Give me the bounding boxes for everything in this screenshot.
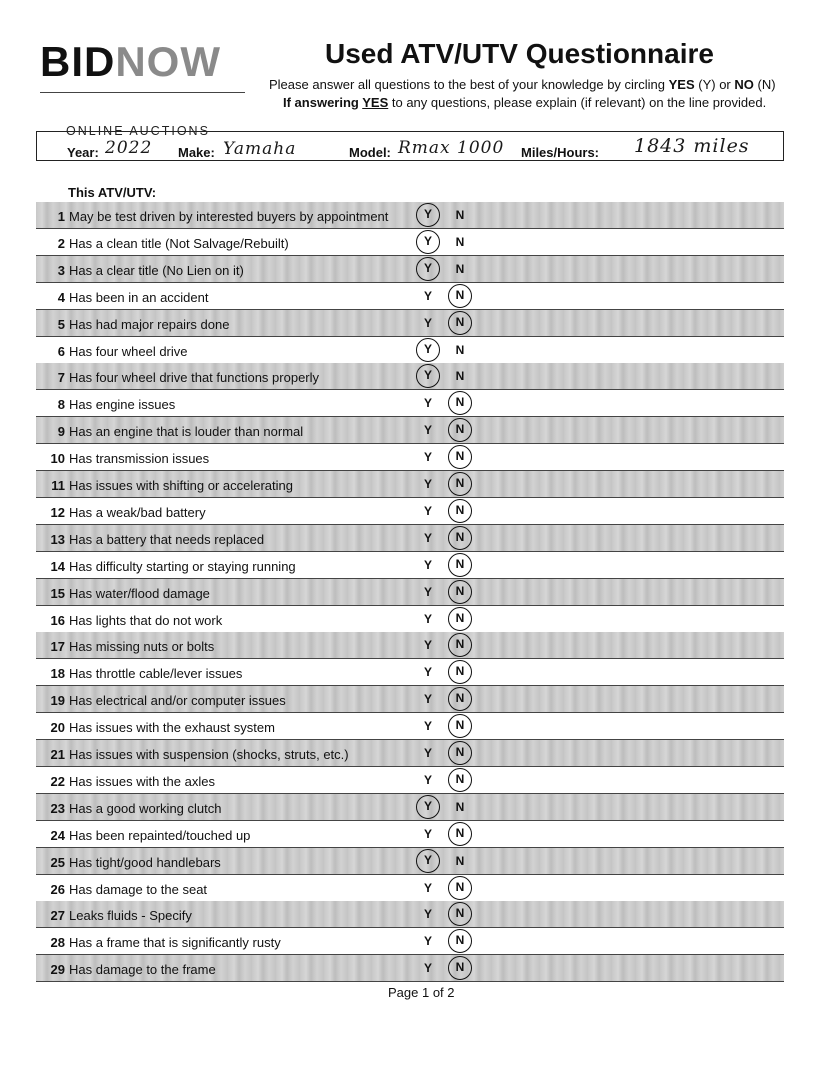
question-number: 3 [57, 262, 65, 278]
no-option[interactable]: N [448, 445, 472, 469]
no-option[interactable]: N [448, 418, 472, 442]
yes-option[interactable]: Y [423, 934, 432, 949]
yes-option[interactable]: Y [423, 477, 432, 491]
no-option[interactable]: N [448, 876, 472, 900]
yes-option[interactable]: Y [423, 557, 432, 572]
question-text: Has tight/good handlebars [69, 854, 221, 870]
instruction-line-2: If answering YES to any questions, please explain (if relevant) on the line provided. [283, 95, 767, 110]
question-number: 10 [50, 451, 65, 467]
make-label: Make: [178, 145, 215, 160]
question-text: Has four wheel drive [69, 343, 188, 359]
question-text: Has a good working clutch [69, 800, 222, 816]
no-option[interactable]: N [455, 234, 465, 249]
question-row [36, 498, 784, 525]
question-number: 21 [50, 747, 65, 762]
yes-option[interactable]: Y [423, 638, 432, 653]
yes-option[interactable]: Y [423, 880, 432, 895]
vehicle-info-box [36, 131, 784, 161]
question-row [36, 202, 784, 229]
no-option[interactable]: N [448, 580, 472, 604]
no-option[interactable]: N [448, 499, 472, 523]
question-number: 25 [50, 854, 65, 870]
yes-option[interactable]: Y [423, 315, 432, 330]
yes-option[interactable]: Y [416, 257, 440, 281]
question-row [36, 875, 784, 902]
question-text: Has a clear title (No Lien on it) [69, 262, 244, 278]
yes-option[interactable]: Y [423, 665, 432, 680]
question-row [36, 901, 784, 928]
question-text: Has engine issues [69, 397, 176, 413]
question-number: 29 [50, 962, 65, 978]
question-number: 7 [57, 370, 65, 386]
question-number: 15 [50, 585, 65, 601]
miles-hours-label: Miles/Hours: [521, 145, 600, 160]
question-text: Has a clean title (Not Salvage/Rebuilt) [69, 235, 289, 251]
bidnow-logo [40, 38, 250, 138]
question-row [36, 229, 784, 256]
question-number: 19 [50, 693, 65, 709]
question-text: Has electrical and/or computer issues [69, 693, 286, 709]
logo-subtitle: ONLINE AUCTIONS [66, 124, 210, 138]
question-text: Leaks fluids - Specify [69, 908, 192, 924]
question-row [36, 928, 784, 955]
yes-option[interactable]: Y [416, 849, 440, 873]
question-number: 28 [50, 935, 65, 951]
question-text: Has a battery that needs replaced [69, 531, 265, 547]
question-text: Has missing nuts or bolts [69, 639, 215, 655]
yes-option[interactable]: Y [423, 423, 432, 438]
section-title: This ATV/UTV: [68, 185, 157, 200]
question-number: 17 [50, 639, 65, 655]
question-row [36, 606, 784, 633]
question-number: 8 [57, 397, 65, 413]
yes-option[interactable]: Y [416, 364, 440, 388]
question-row [36, 525, 784, 552]
no-option[interactable]: N [448, 956, 472, 980]
question-text: Has water/flood damage [69, 585, 210, 601]
no-option[interactable]: N [448, 902, 472, 926]
question-text: Has a weak/bad battery [69, 504, 206, 520]
question-row [36, 471, 784, 498]
no-option[interactable]: N [448, 687, 472, 711]
yes-option[interactable]: Y [416, 338, 440, 362]
question-row [36, 417, 784, 444]
question-number: 22 [50, 773, 65, 789]
no-option[interactable]: N [448, 714, 472, 738]
question-text: Has an engine that is louder than normal [69, 424, 304, 440]
question-number: 2 [57, 235, 65, 251]
question-number: 6 [57, 343, 65, 359]
question-number: 26 [50, 881, 65, 897]
question-text: Has had major repairs done [69, 316, 230, 332]
question-text: Has difficulty starting or staying running [69, 558, 296, 574]
no-option[interactable]: N [448, 607, 472, 631]
no-option[interactable]: N [448, 741, 472, 765]
no-option[interactable]: N [448, 633, 472, 657]
question-text: Has issues with suspension (shocks, struts, etc.) [69, 747, 349, 762]
question-row [36, 283, 784, 310]
question-row [36, 579, 784, 606]
instruction-line-1: Please answer all questions to the best of your knowledge by circling YES (Y) or NO (N) [269, 77, 776, 92]
no-option[interactable]: N [455, 208, 465, 222]
question-number: 1 [57, 209, 65, 224]
no-option[interactable]: N [455, 369, 465, 384]
question-number: 16 [50, 612, 65, 628]
yes-option[interactable]: Y [416, 203, 440, 227]
yes-option[interactable]: Y [423, 961, 432, 976]
no-option[interactable]: N [448, 929, 472, 953]
question-row [36, 767, 784, 794]
model-field[interactable]: Rmax 1000 [398, 138, 505, 158]
question-number: 18 [50, 666, 65, 682]
question-number: 5 [57, 316, 65, 332]
question-text: Has lights that do not work [69, 612, 223, 628]
question-row [36, 256, 784, 283]
question-number: 27 [50, 908, 65, 924]
no-option[interactable]: N [448, 822, 472, 846]
logo-rule [40, 92, 245, 93]
question-text: Has issues with the axles [69, 773, 215, 789]
logo-wordmark: BIDNOW [40, 38, 221, 85]
question-number: 9 [57, 424, 65, 440]
question-number: 14 [50, 558, 65, 574]
yes-option[interactable]: Y [423, 288, 432, 303]
no-option[interactable]: N [448, 472, 472, 496]
question-row [36, 740, 784, 767]
question-number: 4 [57, 289, 65, 305]
no-option[interactable]: N [448, 660, 472, 684]
question-row [36, 390, 784, 417]
no-option[interactable]: N [455, 799, 465, 814]
question-row [36, 444, 784, 471]
question-row [36, 955, 784, 982]
question-row [36, 310, 784, 337]
page-title: Used ATV/UTV Questionnaire [325, 38, 714, 69]
question-row [36, 686, 784, 713]
question-number: 13 [50, 531, 65, 547]
yes-option[interactable]: Y [423, 450, 432, 465]
no-option[interactable]: N [448, 526, 472, 550]
question-text: Has issues with the exhaust system [69, 720, 275, 736]
question-number: 23 [50, 800, 65, 816]
year-label: Year: [67, 145, 99, 160]
yes-option[interactable]: Y [423, 692, 432, 707]
no-option[interactable]: N [448, 553, 472, 577]
yes-option[interactable]: Y [423, 826, 432, 841]
question-number: 20 [50, 720, 65, 736]
question-row [36, 821, 784, 848]
question-row [36, 632, 784, 659]
question-text: Has damage to the frame [69, 962, 216, 978]
question-text: Has been in an accident [69, 289, 209, 305]
question-row [36, 363, 784, 390]
question-text: Has damage to the seat [69, 881, 208, 897]
yes-option[interactable]: Y [423, 530, 432, 545]
question-text: Has transmission issues [69, 451, 210, 467]
no-option[interactable]: N [448, 311, 472, 335]
no-option[interactable]: N [448, 284, 472, 308]
no-option[interactable]: N [455, 261, 465, 276]
no-option[interactable]: N [455, 853, 465, 868]
yes-option[interactable]: Y [416, 795, 440, 819]
yes-option[interactable]: Y [423, 772, 432, 787]
yes-option[interactable]: Y [423, 746, 432, 760]
question-row [36, 713, 784, 740]
question-text: Has four wheel drive that functions properly [69, 370, 320, 386]
miles-hours-field[interactable]: 1843 miles [634, 135, 750, 157]
question-row [36, 337, 784, 364]
question-row [36, 659, 784, 686]
question-text: Has a frame that is significantly rusty [69, 935, 281, 951]
no-option[interactable]: N [455, 342, 465, 357]
no-option[interactable]: N [448, 391, 472, 415]
question-row [36, 552, 784, 579]
yes-option[interactable]: Y [416, 230, 440, 254]
yes-option[interactable]: Y [423, 611, 432, 626]
question-row [36, 848, 784, 875]
question-row [36, 794, 784, 821]
question-number: 11 [51, 478, 65, 493]
question-number: 12 [50, 504, 65, 520]
year-field[interactable]: 2022 [105, 138, 153, 158]
page-footer: Page 1 of 2 [388, 985, 455, 1000]
question-text: Has throttle cable/lever issues [69, 666, 243, 682]
model-label: Model: [349, 145, 391, 160]
question-text: Has been repainted/touched up [69, 827, 251, 843]
yes-option[interactable]: Y [423, 584, 432, 599]
yes-option[interactable]: Y [423, 719, 432, 734]
yes-option[interactable]: Y [423, 396, 432, 411]
question-text: May be test driven by interested buyers by appointment [69, 209, 389, 224]
make-field[interactable]: Yamaha [223, 139, 297, 159]
yes-option[interactable]: Y [423, 503, 432, 518]
question-number: 24 [50, 827, 65, 843]
question-text: Has issues with shifting or accelerating [69, 478, 293, 493]
yes-option[interactable]: Y [423, 907, 432, 922]
no-option[interactable]: N [448, 768, 472, 792]
